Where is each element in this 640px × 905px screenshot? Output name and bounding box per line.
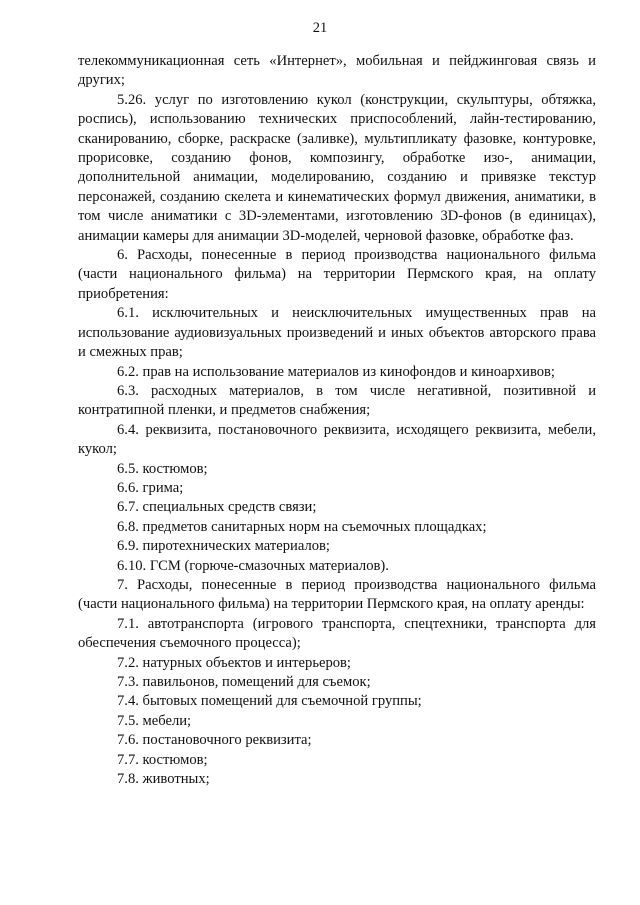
document-body [78, 52, 596, 789]
paragraph: 7.1. автотранспорта (игрового транспорта, спецтехники, транспорта для обеспечения съемочного процесса); [78, 615, 596, 652]
paragraph: 6.6. грима; [117, 479, 184, 496]
paragraph: 7.6. постановочного реквизита; [117, 732, 312, 749]
page-number: 21 [312, 20, 328, 36]
paragraph: 7.7. костюмов; [117, 751, 208, 768]
paragraph: 6.2. прав на использование материалов из кинофондов и киноархивов; [117, 363, 555, 380]
paragraph: 6.3. расходных материалов, в том числе негативной, позитивной и контратипной пленки, и предметов снабжения; [78, 382, 596, 419]
paragraph: 6.1. исключительных и неисключительных имущественных прав на использование аудиовизуальных произведений и иных объектов авторского права и смежных прав; [78, 305, 596, 361]
paragraph: 7.3. павильонов, помещений для съемок; [117, 674, 371, 690]
paragraph: 7.2. натурных объектов и интерьеров; [117, 654, 351, 671]
paragraph: 7.8. животных; [117, 771, 210, 788]
paragraph: 5.26. услуг по изготовлению кукол (конструкции, скульптуры, обтяжка, роспись), использованию технических приспособлений, лайн-тестированию, сканированию, сборке, раскраске (заливке), мультипликату фазовке, контуровке, прорисовке, созданию фонов, композингу, обработке изо-, анимации, дополнительной анимации, моделированию, созданию и привязке текстур персонажей, созданию скелета и кинематических формул движения, аниматики, в том числе аниматики с 3D-элементами, изготовлению 3D-фонов (в единицах), анимации камеры для анимации 3D-моделей, черновой фазовке, обработке фаз. [78, 91, 596, 244]
paragraph: 6.5. костюмов; [117, 460, 208, 477]
paragraph: 7. Расходы, понесенные в период производства национального фильма (части национального фильма) на территории Пермского края, на оплату аренды: [78, 576, 596, 613]
paragraph: 6. Расходы, понесенные в период производства национального фильма (части национального фильма) на территории Пермского края, на оплату приобретения: [78, 247, 596, 302]
paragraph: 6.4. реквизита, постановочного реквизита, исходящего реквизита, мебели, кукол; [78, 421, 596, 458]
paragraph: 6.10. ГСМ (горюче-смазочных материалов). [117, 557, 389, 574]
paragraph: 6.8. предметов санитарных норм на съемочных площадках; [117, 518, 487, 535]
paragraph: 6.9. пиротехнических материалов; [117, 538, 330, 555]
paragraph: 6.7. специальных средств связи; [117, 499, 317, 516]
paragraph: 7.5. мебели; [117, 712, 192, 729]
paragraph: телекоммуникационная сеть «Интернет», мобильная и пейджинговая связь и других; [78, 53, 596, 89]
paragraph: 7.4. бытовых помещений для съемочной группы; [117, 693, 422, 710]
